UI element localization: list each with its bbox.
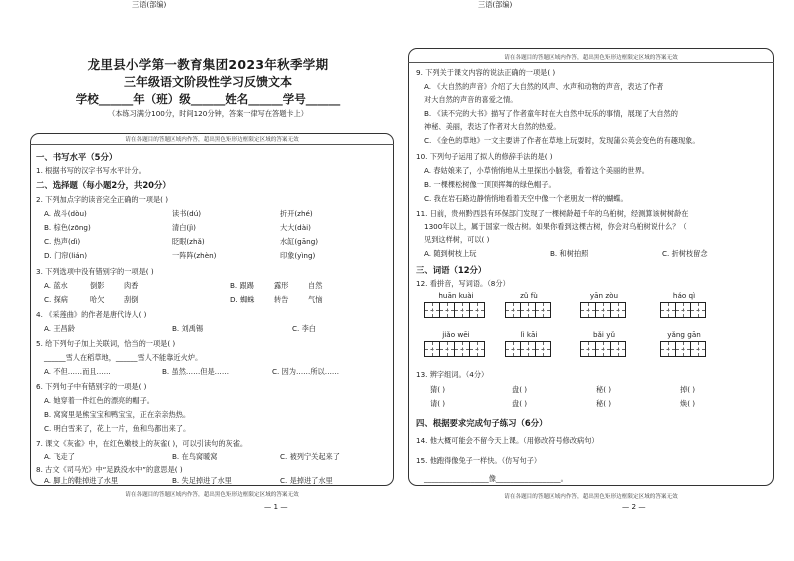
- question-2: 2. 下列加点字的读音完全正确的一项是( ): [36, 195, 169, 204]
- q6-option-a: A. 她穿着一件红色的漂亮的帽子。: [44, 396, 154, 405]
- question-11-cont2: 见到这样树，可以( ): [424, 235, 490, 244]
- q2-option-b-word3: 大大(dài): [280, 223, 311, 232]
- q13-item[interactable]: 盘( ): [512, 399, 528, 408]
- answer-sheet-page-2: [400, 0, 778, 561]
- question-8: 8. 古文《司马光》中“足跌没水中”的意思是( ): [36, 465, 183, 474]
- pinyin-label: jiǎo wēi: [442, 330, 470, 339]
- q2-option-c-word2: 眨眼(zhǎ): [172, 237, 205, 246]
- pinyin-label: háo qì: [672, 291, 696, 300]
- answer-sheet-page-1: [22, 0, 394, 561]
- pinyin-label: zǔ fù: [520, 291, 538, 300]
- tianzige-grid[interactable]: [660, 341, 705, 357]
- answer-region-hint-top: 请在各题目的答题区域内作答，超出黑色矩形边框限定区域的答案无效: [504, 55, 678, 61]
- q2-option-a-word2: 读书(dú): [172, 209, 202, 218]
- q13-item[interactable]: 盘( ): [512, 385, 528, 394]
- q11-option-b: B. 和树拍照: [550, 249, 589, 258]
- pinyin-label: huān kuài: [438, 291, 474, 300]
- q3-option-a-word2: 倒影: [90, 281, 105, 290]
- question-11-cont: 1300年以上，属于国家一级古树。如果你看到这棵古树，你会对乌桕树说什么？（: [424, 222, 687, 231]
- question-5: 5. 给下列句子加上关联词，恰当的一项是( ): [36, 339, 176, 348]
- q9-option-a: A. 《大自然的声音》介绍了大自然的风声、水声和动物的声音，表达了作者: [424, 82, 664, 91]
- q7-option-a: A. 飞走了: [44, 452, 75, 461]
- q2-option-c-word3: 水缸(gāng): [280, 237, 319, 246]
- q3-option-d-word3: 气恼: [308, 295, 323, 304]
- footer-subject: 三语(部编): [132, 0, 167, 9]
- q9-option-a-cont: 对大自然的声音的喜爱之情。: [424, 95, 518, 104]
- question-7: 7. 课文《灰雀》中，在红色嫩枝上的灰雀( )，可以引读句的灰雀。: [36, 439, 248, 448]
- tianzige-grid[interactable]: [424, 302, 484, 318]
- answer-region-hint-bottom: 请在各题目的答题区域内作答，超出黑色矩形边框限定区域的答案无效: [504, 494, 678, 500]
- answer-region-hint-bottom: 请在各题目的答题区域内作答，超出黑色矩形边框限定区域的答案无效: [125, 492, 299, 498]
- pinyin-label: yǎng gān: [667, 330, 701, 339]
- q3-option-c-word3: 刮倒: [124, 295, 139, 304]
- pinyin-label: bǎi yǔ: [592, 330, 616, 339]
- q6-option-b: B. 窝窝里是熊宝宝和鸭宝宝，正在亲亲热热。: [44, 410, 191, 419]
- section-3-title: 三、词语（12分）: [416, 265, 487, 275]
- question-11: 11. 日前，贵州黔西县有环保部门发现了一棵树龄超千年的乌桕树，经测算该树树龄在: [416, 209, 689, 218]
- question-15: 15. 他跑得像兔子一样快。（仿写句子）: [416, 456, 542, 465]
- q8-option-c: C. 是掉进了水里: [280, 476, 333, 485]
- question-6: 6. 下列句子中有错别字的一项是( ): [36, 382, 147, 391]
- q7-option-b: B. 在鸟窝暖窝: [172, 452, 218, 461]
- tianzige-grid[interactable]: [660, 302, 705, 318]
- student-info-line: 学校______年（班）级______姓名______学号______: [75, 92, 341, 106]
- q3-option-c-word2: 哈欠: [90, 295, 105, 304]
- q13-item[interactable]: 掉( ): [680, 385, 696, 394]
- q10-option-a: A. 春姑娘来了，小草悄悄地从土里探出小脑袋，看着这个美丽的世界。: [424, 166, 649, 175]
- question-1: 1. 根据书写的汉字书写水平计分。: [36, 166, 146, 175]
- question-13: 13. 辨字组词。（4分）: [416, 370, 489, 379]
- question-10: 10. 下列句子运用了拟人的修辞手法的是( ): [416, 152, 553, 161]
- tianzige-grid[interactable]: [505, 302, 550, 318]
- question-9: 9. 下列关于课文内容的说法正确的一项是( ): [416, 68, 556, 77]
- q4-option-a: A. 王昌龄: [44, 324, 75, 333]
- q3-option-b-word3: 自然: [308, 281, 323, 290]
- q3-option-d-word2: 转告: [274, 295, 289, 304]
- q13-item[interactable]: 秘( ): [596, 385, 612, 394]
- q2-option-c: C. 热声(dì): [44, 237, 81, 246]
- q2-option-d: D. 门帘(lián): [44, 251, 88, 260]
- q2-option-a-word3: 折开(zhé): [280, 209, 313, 218]
- q13-item[interactable]: 猜( ): [430, 385, 446, 394]
- q13-item[interactable]: 焕( ): [680, 399, 696, 408]
- divider: [30, 144, 394, 145]
- section-4-title: 四、根据要求完成句子练习（6分）: [416, 418, 548, 428]
- q7-option-c: C. 被列宁关起来了: [280, 452, 340, 461]
- tianzige-grid[interactable]: [424, 341, 484, 357]
- q13-item[interactable]: 秘( ): [596, 399, 612, 408]
- q2-option-d-word3: 印象(yìng): [280, 251, 316, 260]
- q5-sentence: ______雪人在稻草地，______雪人不能靠近火炉。: [44, 353, 203, 362]
- q15-answer-line[interactable]: __________________像__________________。: [424, 474, 568, 483]
- section-1-title: 一、书写水平（5分）: [36, 152, 118, 162]
- pinyin-label: yān zòu: [589, 291, 619, 300]
- footer-subject: 三语(部编): [478, 0, 513, 9]
- question-4: 4. 《采莲曲》的作者是唐代诗人( ): [36, 310, 147, 319]
- q3-option-d: D. 蜘蛛: [230, 295, 255, 304]
- pinyin-label: lì kāi: [520, 330, 538, 339]
- q5-option-b: B. 虽然……但是……: [162, 367, 230, 376]
- q10-option-b: B. 一棵棵松树像一顶顶挥舞的绿色帽子。: [424, 180, 556, 189]
- q11-option-c: C. 折树枝留念: [662, 249, 708, 258]
- q3-option-a-word3: 肉香: [124, 281, 139, 290]
- q9-option-c: C. 《金色的草地》一文主要讲了作者在草地上玩耍时，发现蒲公英会变色的有趣现象。: [424, 136, 700, 145]
- q11-option-a: A. 随到树枝上玩: [424, 249, 477, 258]
- q9-option-b: B. 《读不完的大书》描写了作者童年时在大自然中玩乐的事情，展现了大自然的: [424, 109, 678, 118]
- q3-option-c: C. 探病: [44, 295, 68, 304]
- q2-option-b-word2: 清白(jì): [172, 223, 196, 232]
- page-number: — 1 —: [264, 502, 288, 511]
- page-number: — 2 —: [622, 502, 646, 511]
- school-title: 龙里县小学第一教育集团2023年秋季学期: [87, 57, 329, 72]
- q3-option-a: A. 蓝水: [44, 281, 68, 290]
- tianzige-grid[interactable]: [505, 341, 550, 357]
- tianzige-grid[interactable]: [580, 302, 625, 318]
- q8-option-b: B. 失足掉进了水里: [172, 476, 232, 485]
- question-14: 14. 他大概可能会不留今天上课。（用修改符号修改病句）: [416, 436, 599, 445]
- question-12: 12. 看拼音，写词语。（8分）: [416, 279, 510, 288]
- q5-option-a: A. 不但……而且……: [44, 367, 111, 376]
- answer-region-hint-top: 请在各题目的答题区域内作答，超出黑色矩形边框限定区域的答案无效: [125, 137, 299, 143]
- q5-option-c: C. 因为……所以……: [272, 367, 340, 376]
- q2-option-d-word2: 一阵阵(zhèn): [172, 251, 217, 260]
- q4-option-b: B. 刘禹锡: [172, 324, 204, 333]
- q6-option-c: C. 明白雪来了，花上一片，鱼和鸟都出来了。: [44, 424, 191, 433]
- q2-option-b: B. 棕色(zōng): [44, 223, 91, 232]
- paper-title: 三年级语文阶段性学习反馈文本: [123, 75, 292, 89]
- q4-option-c: C. 李白: [292, 324, 316, 333]
- q13-item[interactable]: 请( ): [430, 399, 446, 408]
- q3-option-b-word2: 露形: [274, 281, 289, 290]
- q2-option-a: A. 战斗(dòu): [44, 209, 87, 218]
- exam-instructions: （本练习满分100分，时间120分钟，答案一律写在答题卡上）: [108, 109, 308, 118]
- tianzige-grid[interactable]: [580, 341, 625, 357]
- section-2-title: 二、选择题（每小题2分，共20分）: [36, 180, 171, 190]
- q9-option-b-cont: 神秘、美丽，表达了作者对大自然的热爱。: [424, 122, 561, 131]
- divider: [408, 62, 774, 63]
- q8-option-a: A. 脚上的鞋掉进了水里: [44, 476, 119, 485]
- q3-option-b: B. 跟踢: [230, 281, 254, 290]
- question-3: 3. 下列选项中没有错别字的一项是( ): [36, 267, 154, 276]
- q10-option-c: C. 我在岩石路边静悄悄地看着天空中像一个老朋友一样的蝴蝶。: [424, 194, 628, 203]
